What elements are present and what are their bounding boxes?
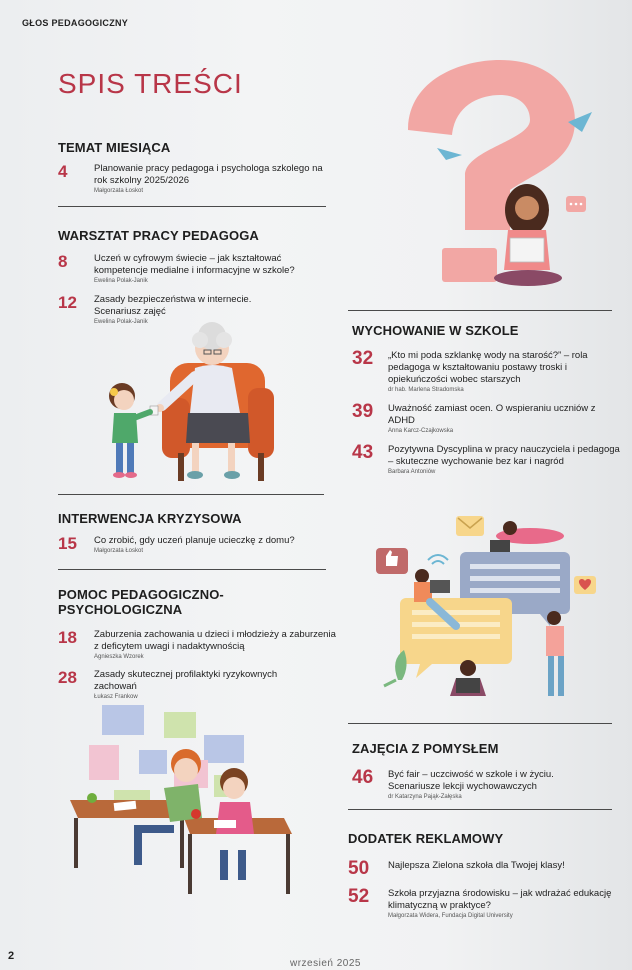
toc-title: SPIS TREŚCI	[58, 68, 243, 99]
entry-title: Szkoła przyjazna środowisku – jak wdrażać edukację klimatyczną w praktyce?	[388, 888, 612, 911]
toc-entry[interactable]	[58, 669, 343, 700]
toc-entry[interactable]	[352, 769, 622, 800]
entry-author: Agnieszka Wzorek	[94, 654, 144, 660]
page-number: 43	[352, 442, 374, 463]
page-number-footer: 2	[8, 950, 15, 962]
divider	[348, 723, 612, 724]
page-number: 39	[352, 401, 374, 422]
students-desks-illustration	[64, 700, 324, 915]
section-pomoc	[58, 587, 343, 700]
entry-title: Co zrobić, gdy uczeń planuje ucieczkę z domu?	[94, 535, 295, 546]
section-title: WARSZTAT PRACY PEDAGOGA	[58, 228, 259, 243]
entry-title: Pozytywna Dyscyplina w pracy nauczyciela i pedagoga – skuteczne wychowanie bez kar i nagród	[388, 444, 620, 467]
entry-author: dr hab. Marlena Stradomska	[388, 387, 464, 393]
grandmother-child-illustration	[100, 318, 280, 488]
entry-title: Zaburzenia zachowania u dzieci i młodzieży a zaburzenia z deficytem uwagi i nadaktywnością	[94, 629, 336, 652]
entry-author: Anna Karcz-Czajkowska	[388, 428, 454, 434]
section-interwencja	[58, 511, 338, 554]
magazine-header: GŁOS PEDAGOGICZNY	[22, 18, 129, 28]
issue-date: wrzesień 2025	[290, 958, 361, 969]
toc-entry[interactable]	[352, 350, 624, 393]
entry-title: Być fair – uczciwość w szkole i w życiu. Scenariusze lekcji wychowawczych	[388, 769, 554, 792]
page-number: 46	[352, 767, 374, 788]
entry-author: Ewelina Polak-Janik	[94, 319, 148, 325]
section-temat	[58, 140, 328, 194]
question-mark-illustration	[400, 60, 600, 290]
divider	[58, 569, 326, 570]
entry-title: Zasady bezpieczeństwa w internecie. Scenariusz zajęć	[94, 294, 252, 317]
entry-author: Małgorzata Widera, Fundacja Digital University	[388, 913, 513, 919]
section-zajecia	[352, 741, 622, 800]
entry-author: dr Katarzyna Pająk-Załęska	[388, 794, 462, 800]
page-number: 18	[58, 628, 77, 647]
toc-entry[interactable]	[58, 535, 338, 554]
page-number: 52	[348, 886, 370, 907]
toc-entry[interactable]	[352, 444, 624, 475]
page-number: 28	[58, 668, 77, 687]
section-title: ZAJĘCIA Z POMYSŁEM	[352, 741, 499, 756]
section-title: WYCHOWANIE W SZKOLE	[352, 323, 519, 338]
entry-title: „Kto mi poda szklankę wody na starość?” – rola pedagoga w kształtowaniu postawy troski i opiekuńczości wobec starszych	[388, 350, 588, 385]
section-title: POMOC PEDAGOGICZNO-PSYCHOLOGICZNA	[58, 587, 224, 617]
page-number: 50	[348, 858, 370, 879]
toc-entry[interactable]	[58, 163, 328, 194]
toc-entry[interactable]	[348, 888, 620, 919]
divider	[348, 310, 612, 311]
toc-entry[interactable]	[348, 860, 620, 878]
toc-entry[interactable]	[58, 253, 338, 284]
section-title: INTERWENCJA KRYZYSOWA	[58, 511, 242, 526]
page-number: 8	[58, 252, 68, 271]
section-title: DODATEK REKLAMOWY	[348, 831, 504, 846]
toc-entry[interactable]	[352, 403, 624, 434]
entry-author: Łukasz Frankow	[94, 694, 138, 700]
entry-author: Małgorzata Łoskot	[94, 188, 144, 194]
entry-title: Uważność zamiast ocen. O wspieraniu uczniów z ADHD	[388, 403, 596, 426]
divider	[58, 206, 326, 207]
section-warsztat	[58, 228, 338, 325]
divider	[58, 494, 324, 495]
section-wychowanie	[352, 323, 624, 475]
divider	[348, 809, 612, 810]
section-title: TEMAT MIESIĄCA	[58, 140, 171, 155]
page-number: 4	[58, 162, 68, 181]
page-number: 15	[58, 534, 77, 553]
entry-author: Małgorzata Łoskot	[94, 548, 144, 554]
entry-title: Najlepsza Zielona szkoła dla Twojej klasy!	[388, 860, 565, 871]
entry-author: Ewelina Polak-Janik	[94, 278, 148, 284]
entry-title: Zasady skutecznej profilaktyki ryzykownych zachowań	[94, 669, 278, 692]
page-number: 12	[58, 293, 77, 312]
entry-title: Planowanie pracy pedagoga i psychologa szkolego na rok szkolny 2025/2026	[94, 163, 323, 186]
social-media-illustration	[370, 510, 600, 710]
toc-entry[interactable]	[58, 629, 343, 660]
page-number: 32	[352, 348, 374, 369]
section-dodatek	[348, 831, 620, 919]
entry-title: Uczeń w cyfrowym świecie – jak kształtować kompetencje medialne i informacyjne w szkole?	[94, 253, 295, 276]
entry-author: Barbara Antoniów	[388, 469, 436, 475]
